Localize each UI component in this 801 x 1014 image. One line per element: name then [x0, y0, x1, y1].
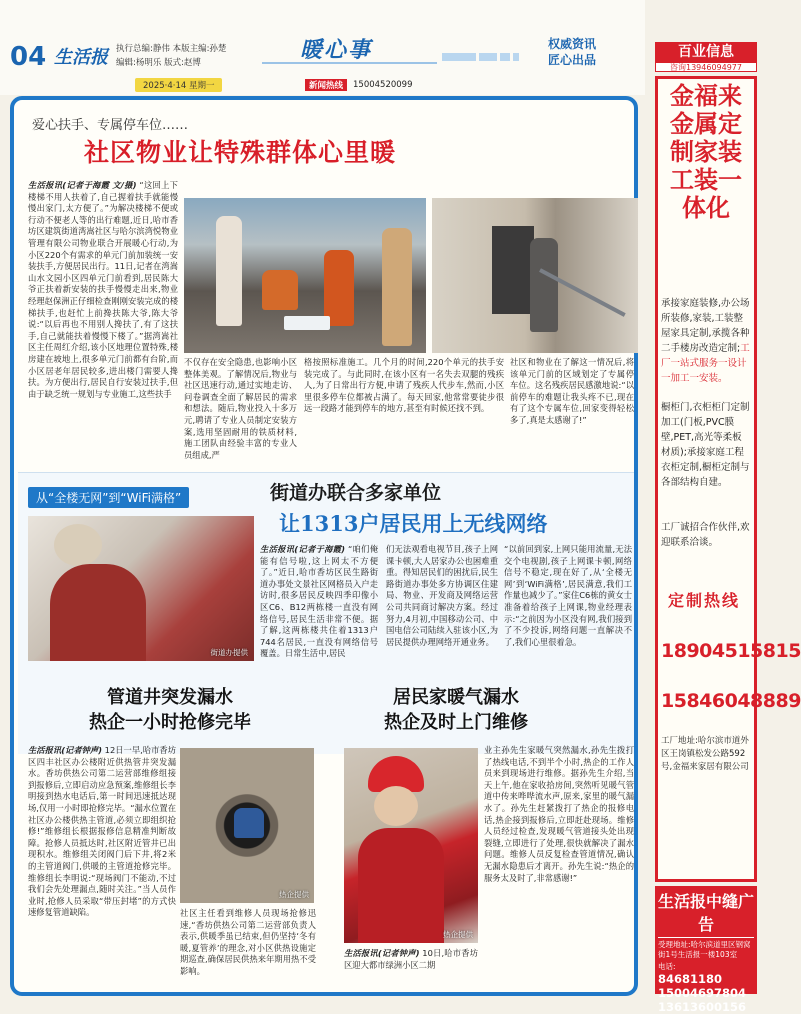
story4-byline: 生活报讯(记者钟声) — [344, 948, 420, 958]
ad-header: 百业信息 — [655, 42, 757, 70]
story2-col1-text: “咱们俺能有信号啦,这上网太不方便了。”近日,哈市香坊区民生路街道办事处文景社区网格员入户走访时,很多居民反映四季印像小区C6、B12两栋楼一直没有网络信号,居民生活非常不便。据了解,这两栋楼共住着1313户744名居民,一直没有网络信号覆盖。日常生活中,居民 — [260, 544, 378, 659]
staff-line-1: 执行总编:静伟 本版主编:孙楚 — [116, 44, 227, 54]
story3-photo — [180, 748, 314, 903]
story3-headline-1: 管道井突发漏水 — [107, 687, 233, 708]
classified-address: 受理地址:哈尔滨道里区钢窝街1号生活报一楼103室 — [658, 940, 751, 959]
slogan-line-2: 匠心出品 — [548, 53, 597, 67]
issue-date: 2025·4·14 星期一 — [143, 81, 215, 91]
ad-phone-1: 18904515815 — [661, 640, 801, 662]
ad-description-1 — [661, 296, 751, 386]
story2-column-3: “以前回到家,上网只能用流量,无法交个电视剧,孩子上网课卡顿,网络信号不稳定,现在好了,从‘全楼无网’到‘WiFi满格’,居民满意,我们工作量也减少了。”家住C6栋的黄女士准备着给孩子上网课,物业经理表示:“之前因为小区没有网,我们接到了不少投诉,网络问题一直解决不了,我们心里很着急。 — [504, 544, 632, 647]
ad-title: 金福来金属定制家装工装一体化 — [670, 81, 742, 222]
story4-photo — [344, 748, 478, 943]
story2-photo-credit: 街道办提供 — [210, 648, 248, 657]
ad-address: 工厂地址:哈尔滨市道外区王岗镇松发公路592号,金福来家居有限公司 — [661, 736, 749, 772]
story2-column-1 — [260, 544, 378, 659]
classified-title: 生活报中缝广告 — [658, 889, 754, 938]
ad-hotline-label: 定制热线 — [668, 591, 741, 610]
main-news-frame — [10, 96, 638, 996]
classified-ad-box — [655, 886, 757, 1014]
story1-photo-handrail — [432, 198, 638, 353]
ad-description-2: 橱柜门,衣柜柜门定制加工(门板,PVC膜壁,PET,高光等柔板材质);承接家庭工程衣柜定制,橱柜定制与各部结构自建。 — [661, 402, 750, 488]
story2-byline: 生活报讯(记者于海霞) — [260, 544, 346, 554]
story1-column-3: 格按照标准施工。几个月的时间,220个单元的扶手安装完成了。与此同时,在该小区有一名失去双腿的残疾人,为了日常出行方便,申请了残疾人代步车,然而,小区里很多停车位都被占满了。每天回家,他常常要徒步很远一段路才能到停车的地方,甚至有时候还找不到。 — [304, 357, 504, 414]
story2-photo — [28, 516, 254, 661]
story1-kicker: 爱心扶手、专属停车位…… — [32, 118, 189, 133]
story4-caption: 10日,哈市香坊区迎大都市绿洲小区二期 — [344, 948, 478, 970]
story1-byline: 生活报讯(记者于海霞 文/摄) — [28, 180, 137, 190]
news-hotline — [305, 78, 413, 92]
classified-tel-2: 15004697804 — [658, 986, 747, 1000]
slogan-line-1: 权威资讯 — [548, 37, 597, 51]
story1-photo-installation — [184, 198, 426, 353]
story3-byline: 生活报讯(记者钟声) — [28, 745, 103, 755]
story3-column-2: 社区主任看到维修人员现场抢修迅速,“香坊供热公司第二运营部负责人表示,供暖季虽已结束,但仍坚持‘冬有暖,夏管养’的理念,对小区供热设施定期巡查,确保居民供热来年期用热不受影响。 — [180, 908, 316, 976]
story4-headline — [384, 685, 528, 735]
staff-line-2: 编辑:杨明乐 版式:赵博 — [116, 58, 201, 68]
story2-tag: 从“全楼无网”到“WiFi满格” — [28, 487, 189, 508]
page-number: 04 — [10, 42, 47, 72]
story1-column-1 — [28, 180, 178, 462]
story1-headline: 社区物业让特殊群体心里暖 — [84, 138, 397, 167]
section-title: 暖心事 — [300, 37, 373, 63]
story3-headline-2: 热企一小时抢修完毕 — [89, 712, 251, 733]
slogan — [548, 36, 596, 68]
date-bar — [135, 78, 222, 92]
story2-column-2: 们无法观看电视节目,孩子上网课卡顿,大人居家办公也困难重重。得知居民们的困扰后,民生路街道办事处多方协调区住建局、物业、开发商及网络运营公司共同商讨解决方案。经过努力,4月初,中国移动公司、中国电信公司陆续入驻该小区,为居民提供办理网络开通业务。 — [386, 544, 498, 647]
story2-headline-2: 让1313户居民用上无线网络 — [279, 511, 548, 536]
hotline-label: 新闻热线 — [305, 79, 347, 91]
story4-caption-block — [344, 948, 478, 992]
brand-logo: 生活报 — [54, 47, 108, 68]
story4-headline-2: 热企及时上门维修 — [384, 712, 528, 733]
story4-column-1: 业主孙先生家暖气突然漏水,孙先生拨打了热线电话,不到半个小时,热企的工作人员来到现场进行维修。据孙先生介绍,当天上午,他在家收拾房间,突然听见暖气管道中传来哗哗流水声,原来,家里的暖气漏水了。孙先生赶紧拨打了热企的报修电话,热企接到报修后,立即赶赴现场。维修人员经过检查,发现暖气管道接头处出现裂缝,立即进行了处理,很快就解决了漏水问题。维修人员反复检查管道情况,确认无漏水隐患后才离开。孙先生说:“热企的服务太及时了,非常感谢!” — [484, 745, 634, 883]
story4-photo-credit: 热企提供 — [443, 930, 473, 939]
story3-col1-text: 12日一早,哈市香坊区四丰社区办公楼附近供热管井突发漏水。香坊供热公司第二运营部维修组接到报修后,立即启动应急预案,维修组长李明接到热水电话后,第一时间迅速抵达现场,仅用一小时即抢修完毕。“漏水位置在社区办公楼供热主管道,必须立即组织抢修!”维修组长根据报修信息精准判断故障。抢修人员抵达时,社区附近管井已出现积水。维修组关闭阀门后下井,将2米的主管道阀门,供暖的主管道抢修完毕。维修组长李明说:“现场阀门不能动,不过我们会先处理漏点,随时关注。”当人员作业时,抢修人员采取“带压封堵”的方式快速修复管道缺陷。 — [28, 745, 176, 918]
classified-tel-3: 13613600156 — [658, 1000, 747, 1014]
classified-tel-label: 电话: — [658, 962, 676, 971]
arrow-decoration — [442, 46, 532, 56]
ad-desc1-text: 承接家庭装修,办公场所装修,家装,工装整屋家具定制,承揽各种二手楼房改造定制; — [661, 298, 750, 354]
ad-description-3: 工厂诚招合作伙伴,欢迎联系洽谈。 — [661, 522, 750, 548]
story1-col1-text: “这回上下楼梯不用人扶着了,自己握着扶手就能慢慢出家门,太方便了。”为解决楼梯不便或行动不便老人等的出行难题,近日,哈市香坊区建筑街道湾嵩社区与哈尔滨湾悦物业管理有限公司物业联合开展暖心行动,为小区220个有需求的单元门前加装统一安装扶手,方便居民出行。11日,记者在湾嵩山水文园小区四单元门前看到,居民陈大爷正扶着新安装的扶手慢慢走出来,物业经理赵保洲正仔细检查刚刚安装完成的楼梯扶手,也赶忙上前搀扶陈大爷,陈大爷说:“以后再也不用别人搀扶了,有了这扶手,自己就能扶着慢慢下楼了。”据湾嵩社区主任周红介绍,该小区地理位置特殊,楼房建在坡地上,很多单元门前都有台阶,而小区居老年居民较多,进出楼门需要人搀扶。为方便出行,居民自行安装过扶手,但由于缺乏统一规划与专业施工,这些扶手 — [28, 180, 178, 399]
story4-headline-1: 居民家暖气漏水 — [393, 687, 519, 708]
story3-headline — [89, 685, 251, 735]
story3-photo-credit: 热企提供 — [279, 890, 309, 899]
ad-header-phone: 咨询13946094977 — [655, 62, 757, 72]
hotline-number: 15004520099 — [353, 80, 413, 90]
story2-headline-1: 街道办联合多家单位 — [270, 482, 442, 504]
ad-phone-2: 15846048889 — [661, 690, 801, 712]
staff-credits — [116, 42, 226, 70]
ad-desc1-red: 工厂一站式服务一设计一加工一安装。 — [661, 343, 750, 384]
story1-column-4: 社区和物业在了解这一情况后,将该单元门前的区域划定了专属停车位。这名残疾居民感激地说:“以前停车的难题让我头疼不已,现在有了这个专属车位,回家变得轻松多了,真是太感谢了!” — [510, 357, 634, 425]
story3-column-1 — [28, 745, 176, 991]
story1-column-2: 不仅存在安全隐患,也影响小区整体美观。了解情况后,物业与社区迅速行动,通过实地走访、问卷调查全面了解居民的需求和想法。随后,物业投入十多万元,聘请了专业人员制定安装方案,选用坚固耐用的铁质材料,施工团队由经验丰富的专业人员组成,严 — [184, 357, 297, 460]
classified-tel-1: 84681180 — [658, 972, 723, 986]
